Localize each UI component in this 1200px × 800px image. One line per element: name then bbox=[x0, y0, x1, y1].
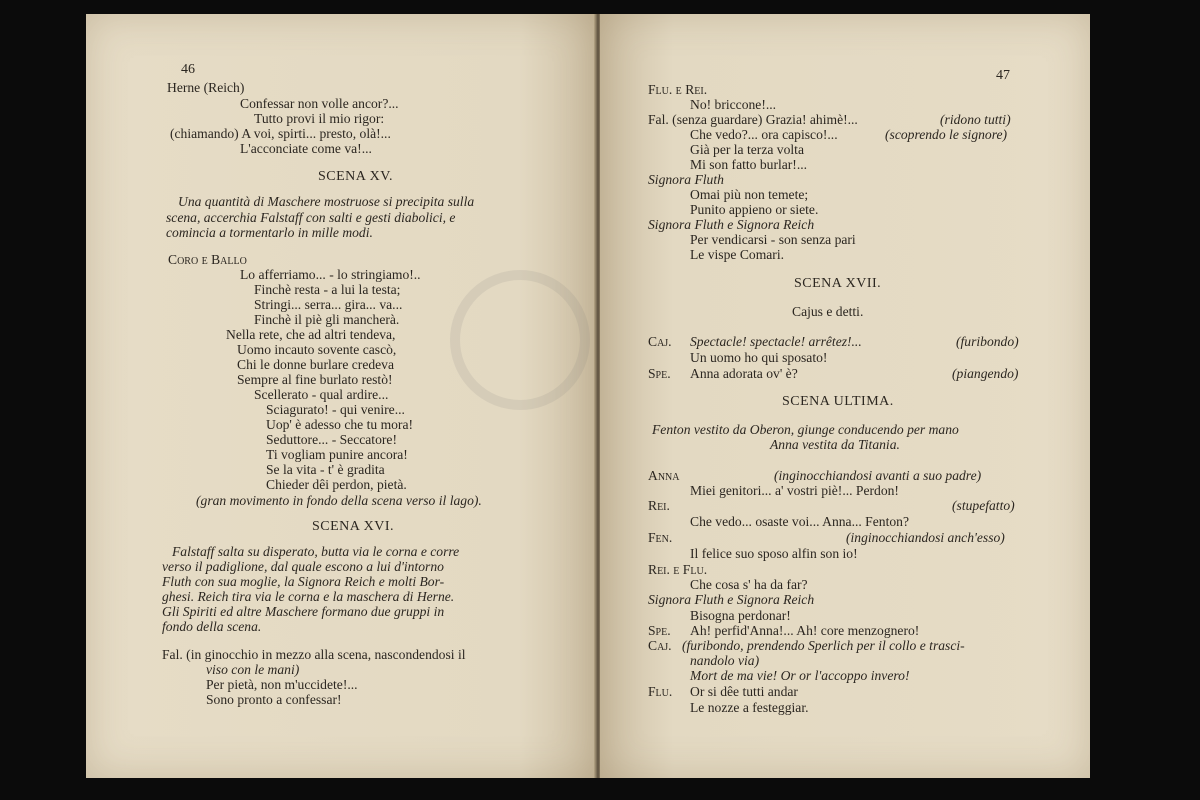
verse-line: Ti vogliam punire ancora! bbox=[266, 447, 408, 462]
stage-direction: viso con le mani) bbox=[206, 662, 300, 677]
scene-heading: SCENA XVI. bbox=[312, 519, 395, 534]
watermark-logo-icon bbox=[450, 270, 590, 410]
verse-line: Miei genitori... a' vostri piè!... Perdon! bbox=[690, 483, 899, 498]
verse-line: Sempre al fine burlato restò! bbox=[237, 372, 393, 387]
speaker-line: Fal. (in ginocchio in mezzo alla scena, nascondendosi il bbox=[162, 647, 466, 662]
verse-line: Tutto provi il mio rigor: bbox=[254, 111, 385, 126]
page-number: 47 bbox=[996, 68, 1010, 83]
verse-line: Le vispe Comari. bbox=[690, 247, 785, 262]
stage-direction: verso il padiglione, dal quale escono a lui d'intorno bbox=[162, 559, 444, 574]
speaker-line: Rei. e Flu. bbox=[648, 562, 708, 577]
verse-line: Sono pronto a confessar! bbox=[206, 692, 342, 707]
verse-line: Finchè resta - a lui la testa; bbox=[254, 282, 401, 297]
verse-line: Sciagurato! - qui venire... bbox=[266, 402, 405, 417]
speaker-line: Fal. (senza guardare) Grazia! ahimè!... bbox=[648, 112, 858, 127]
scene-heading: SCENA XVII. bbox=[794, 276, 882, 291]
stage-direction: Anna vestita da Titania. bbox=[770, 437, 900, 452]
verse-line: Omai più non temete; bbox=[690, 187, 809, 202]
verse-line: Le nozze a festeggiar. bbox=[690, 700, 809, 715]
verse-line: Per pietà, non m'uccidete!... bbox=[206, 677, 358, 692]
verse-line: Seduttore... - Seccatore! bbox=[266, 432, 397, 447]
verse-line: Se la vita - t' è gradita bbox=[266, 462, 385, 477]
verse-line: Finchè il piè gli mancherà. bbox=[254, 312, 400, 327]
speaker-abbr: Flu. bbox=[648, 684, 673, 699]
stage-direction: comincia a tormentarlo in mille modi. bbox=[166, 225, 373, 240]
verse-line: Lo afferriamo... - lo stringiamo!.. bbox=[240, 267, 421, 282]
verse-line: Il felice suo sposo alfin son io! bbox=[690, 546, 858, 561]
verse-line: Ah! perfid'Anna!... Ah! core menzognero! bbox=[690, 623, 920, 638]
stage-direction: (furibondo, prendendo Sperlich per il collo e trasci- bbox=[682, 638, 965, 653]
speaker-line: Signora Fluth e Signora Reich bbox=[648, 592, 815, 607]
verse-line: Bisogna perdonar! bbox=[690, 608, 791, 623]
verse-line: L'acconciate come va!... bbox=[240, 141, 372, 156]
verse-line: Uomo incauto sovente cascò, bbox=[237, 342, 397, 357]
stage-direction: (inginocchiandosi anch'esso) bbox=[846, 530, 1005, 545]
scene-characters: Cajus e detti. bbox=[792, 304, 864, 319]
scene-heading: SCENA XV. bbox=[318, 169, 394, 184]
verse-line: Scellerato - qual ardire... bbox=[254, 387, 389, 402]
stage-direction: Fenton vestito da Oberon, giunge conducendo per mano bbox=[652, 422, 959, 437]
stage-direction: ghesi. Reich tira via le corna e la maschera di Herne. bbox=[162, 589, 455, 604]
verse-line: Stringi... serra... gira... va... bbox=[254, 297, 403, 312]
verse-line: No! briccone!... bbox=[690, 97, 777, 112]
speaker-line: Herne (Reich) bbox=[167, 80, 245, 95]
stage-direction: (inginocchiandosi avanti a suo padre) bbox=[774, 468, 982, 483]
verse-line: Che vedo?... ora capisco!... bbox=[690, 127, 838, 142]
speaker-abbr: Caj. bbox=[648, 638, 672, 653]
verse-line: Per vendicarsi - son senza pari bbox=[690, 232, 856, 247]
verse-line: Già per la terza volta bbox=[690, 142, 804, 157]
stage-direction: Una quantità di Maschere mostruose si precipita sulla bbox=[178, 194, 475, 209]
verse-line: (chiamando) A voi, spirti... presto, olà!... bbox=[170, 126, 391, 141]
verse-line: Anna adorata ov' è? bbox=[690, 366, 798, 381]
verse-line: Chieder dêi perdon, pietà. bbox=[266, 477, 407, 492]
verse-line: Nella rete, che ad altri tendeva, bbox=[226, 327, 396, 342]
verse-line: Mort de ma vie! Or or l'accoppo invero! bbox=[690, 668, 910, 683]
speaker-abbr: Rei. bbox=[648, 498, 670, 513]
speaker-abbr: Spe. bbox=[648, 623, 671, 638]
verse-line: Or si dêe tutti andar bbox=[690, 684, 798, 699]
verse-line: Chi le donne burlare credeva bbox=[237, 357, 395, 372]
verse-line: Che vedo... osaste voi... Anna... Fenton? bbox=[690, 514, 909, 529]
speaker-abbr: Anna bbox=[648, 468, 680, 483]
stage-direction: Falstaff salta su disperato, butta via le corna e corre bbox=[172, 544, 460, 559]
stage-direction: Fluth con sua moglie, la Signora Reich e molti Bor- bbox=[162, 574, 445, 589]
stage-direction: (ridono tutti) bbox=[940, 112, 1011, 127]
verse-line: Mi son fatto burlar!... bbox=[690, 157, 808, 172]
stage-direction: (furibondo) bbox=[956, 334, 1019, 349]
speaker-abbr: Caj. bbox=[648, 334, 672, 349]
stage-direction: (gran movimento in fondo della scena verso il lago). bbox=[196, 493, 482, 508]
stage-direction: (scoprendo le signore) bbox=[885, 127, 1008, 142]
speaker-line: Coro e Ballo bbox=[168, 252, 247, 267]
verse-line: Spectacle! spectacle! arrêtez!... bbox=[690, 334, 862, 349]
verse-line: Punito appieno or siete. bbox=[690, 202, 819, 217]
library-watermark bbox=[360, 260, 680, 520]
scene-heading: SCENA ULTIMA. bbox=[782, 394, 894, 409]
verse-line: Che cosa s' ha da far? bbox=[690, 577, 808, 592]
verse-line: Un uomo ho qui sposato! bbox=[690, 350, 828, 365]
speaker-line: Signora Fluth bbox=[648, 172, 724, 187]
page-number: 46 bbox=[181, 62, 195, 77]
verse-line: Uop' è adesso che tu mora! bbox=[266, 417, 414, 432]
stage-direction: (piangendo) bbox=[952, 366, 1019, 381]
stage-direction: nandolo via) bbox=[690, 653, 760, 668]
speaker-line: Signora Fluth e Signora Reich bbox=[648, 217, 815, 232]
speaker-line: Flu. e Rei. bbox=[648, 82, 708, 97]
stage-direction: (stupefatto) bbox=[952, 498, 1015, 513]
stage-direction: scena, accerchia Falstaff con salti e gesti diabolici, e bbox=[166, 210, 456, 225]
stage-direction: Gli Spiriti ed altre Maschere formano due gruppi in bbox=[162, 604, 445, 619]
speaker-abbr: Fen. bbox=[648, 530, 673, 545]
speaker-abbr: Spe. bbox=[648, 366, 671, 381]
stage-direction: fondo della scena. bbox=[162, 619, 262, 634]
verse-line: Confessar non volle ancor?... bbox=[240, 96, 399, 111]
